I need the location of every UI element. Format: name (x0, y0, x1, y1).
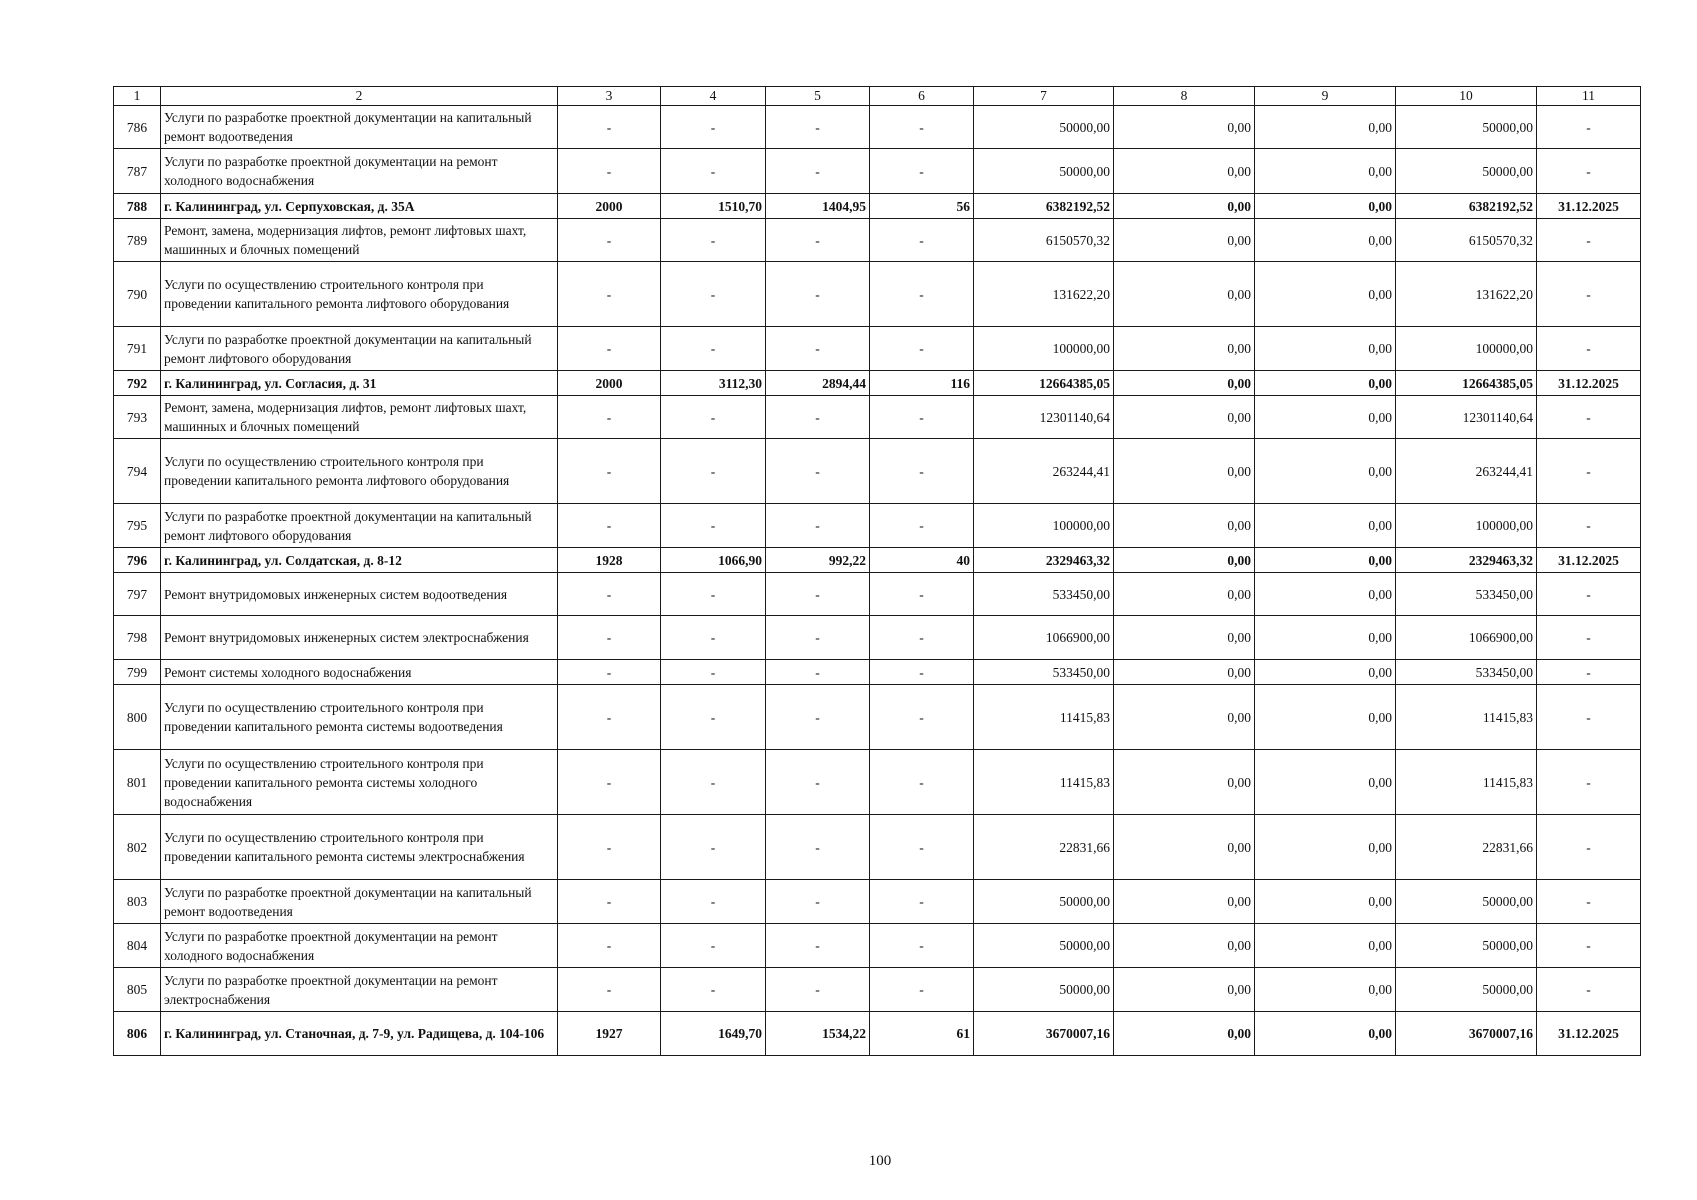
address-row (114, 1012, 1641, 1056)
cell-col-10: 6382192,52 (1396, 194, 1537, 219)
cell-col-6: - (870, 106, 974, 149)
cell-col-6: - (870, 327, 974, 371)
cell-col-5: - (766, 616, 870, 660)
cell-col-11: - (1537, 616, 1641, 660)
cell-col-8: 0,00 (1114, 219, 1255, 262)
cell-col-10: 3670007,16 (1396, 1012, 1537, 1056)
cell-col-9: 0,00 (1255, 968, 1396, 1012)
cell-col-5: - (766, 750, 870, 815)
cell-col-4: - (661, 439, 766, 504)
cell-col-3: - (558, 327, 661, 371)
cell-col-6: - (870, 573, 974, 616)
work-row (114, 660, 1641, 685)
cell-col-5: - (766, 106, 870, 149)
cell-col-4: - (661, 504, 766, 548)
cell-col-9: 0,00 (1255, 194, 1396, 219)
cell-col-9: 0,00 (1255, 880, 1396, 924)
cell-col-8: 0,00 (1114, 573, 1255, 616)
cell-col-6: 116 (870, 371, 974, 396)
cell-col-8: 0,00 (1114, 660, 1255, 685)
cell-col-3: - (558, 750, 661, 815)
cell-description: Услуги по осуществлению строительного контроля при проведении капитального ремонта лифтового оборудования (161, 262, 558, 327)
cell-col-10: 6150570,32 (1396, 219, 1537, 262)
cell-col-10: 11415,83 (1396, 750, 1537, 815)
cell-col-11: - (1537, 106, 1641, 149)
cell-col-10: 131622,20 (1396, 262, 1537, 327)
address-row (114, 371, 1641, 396)
cell-col-11: - (1537, 327, 1641, 371)
cell-col-7: 533450,00 (974, 573, 1114, 616)
cell-col-7: 100000,00 (974, 327, 1114, 371)
repair-schedule-table (113, 86, 1641, 1056)
cell-col-9: 0,00 (1255, 262, 1396, 327)
cell-col-11: - (1537, 880, 1641, 924)
cell-col-10: 533450,00 (1396, 660, 1537, 685)
header-col-10: 10 (1396, 87, 1537, 106)
cell-col-7: 50000,00 (974, 924, 1114, 968)
cell-col-5: 992,22 (766, 548, 870, 573)
cell-col-9: 0,00 (1255, 815, 1396, 880)
cell-col-10: 50000,00 (1396, 968, 1537, 1012)
cell-col-8: 0,00 (1114, 327, 1255, 371)
cell-col-10: 1066900,00 (1396, 616, 1537, 660)
cell-col-7: 50000,00 (974, 968, 1114, 1012)
cell-col-11: 31.12.2025 (1537, 194, 1641, 219)
work-row (114, 968, 1641, 1012)
cell-col-9: 0,00 (1255, 685, 1396, 750)
cell-col-6: 56 (870, 194, 974, 219)
cell-description: Ремонт, замена, модернизация лифтов, ремонт лифтовых шахт, машинных и блочных помещений (161, 396, 558, 439)
cell-col-5: - (766, 219, 870, 262)
cell-col-8: 0,00 (1114, 504, 1255, 548)
cell-col-3: - (558, 106, 661, 149)
cell-number: 786 (114, 106, 161, 149)
cell-col-4: 1510,70 (661, 194, 766, 219)
column-number-header (114, 87, 1641, 106)
work-row (114, 685, 1641, 750)
cell-col-4: 3112,30 (661, 371, 766, 396)
cell-number: 798 (114, 616, 161, 660)
cell-col-9: 0,00 (1255, 106, 1396, 149)
cell-number: 803 (114, 880, 161, 924)
cell-col-5: - (766, 262, 870, 327)
cell-col-7: 131622,20 (974, 262, 1114, 327)
cell-col-5: - (766, 439, 870, 504)
cell-col-3: 1928 (558, 548, 661, 573)
cell-number: 802 (114, 815, 161, 880)
work-row (114, 880, 1641, 924)
cell-col-10: 11415,83 (1396, 685, 1537, 750)
cell-description: Ремонт, замена, модернизация лифтов, ремонт лифтовых шахт, машинных и блочных помещений (161, 219, 558, 262)
cell-col-6: - (870, 439, 974, 504)
cell-description: Ремонт системы холодного водоснабжения (161, 660, 558, 685)
cell-col-5: - (766, 880, 870, 924)
header-col-4: 4 (661, 87, 766, 106)
cell-col-11: - (1537, 750, 1641, 815)
work-row (114, 815, 1641, 880)
cell-col-10: 50000,00 (1396, 149, 1537, 194)
cell-col-11: 31.12.2025 (1537, 548, 1641, 573)
cell-col-7: 263244,41 (974, 439, 1114, 504)
cell-description: Услуги по разработке проектной документации на капитальный ремонт лифтового оборудования (161, 327, 558, 371)
cell-col-4: - (661, 616, 766, 660)
cell-col-5: - (766, 573, 870, 616)
cell-description: Услуги по осуществлению строительного контроля при проведении капитального ремонта системы электроснабжения (161, 815, 558, 880)
cell-col-7: 11415,83 (974, 750, 1114, 815)
cell-col-7: 6382192,52 (974, 194, 1114, 219)
cell-col-8: 0,00 (1114, 149, 1255, 194)
cell-col-10: 50000,00 (1396, 106, 1537, 149)
cell-col-6: - (870, 968, 974, 1012)
cell-number: 800 (114, 685, 161, 750)
cell-col-9: 0,00 (1255, 660, 1396, 685)
cell-col-8: 0,00 (1114, 371, 1255, 396)
cell-col-6: - (870, 262, 974, 327)
work-row (114, 439, 1641, 504)
cell-col-3: 2000 (558, 371, 661, 396)
page-number: 100 (868, 1153, 892, 1169)
cell-col-6: - (870, 924, 974, 968)
work-row (114, 504, 1641, 548)
cell-col-8: 0,00 (1114, 815, 1255, 880)
cell-col-11: 31.12.2025 (1537, 1012, 1641, 1056)
cell-col-4: - (661, 106, 766, 149)
cell-col-10: 50000,00 (1396, 880, 1537, 924)
cell-col-11: - (1537, 968, 1641, 1012)
cell-col-11: - (1537, 504, 1641, 548)
cell-col-10: 2329463,32 (1396, 548, 1537, 573)
cell-col-3: - (558, 149, 661, 194)
cell-col-3: - (558, 660, 661, 685)
cell-col-6: - (870, 396, 974, 439)
cell-col-3: 2000 (558, 194, 661, 219)
cell-col-9: 0,00 (1255, 327, 1396, 371)
cell-col-10: 22831,66 (1396, 815, 1537, 880)
cell-col-9: 0,00 (1255, 573, 1396, 616)
cell-col-11: - (1537, 685, 1641, 750)
cell-col-6: - (870, 149, 974, 194)
cell-col-7: 50000,00 (974, 149, 1114, 194)
cell-col-6: - (870, 880, 974, 924)
cell-col-5: 1404,95 (766, 194, 870, 219)
cell-col-5: - (766, 924, 870, 968)
cell-number: 787 (114, 149, 161, 194)
cell-col-3: 1927 (558, 1012, 661, 1056)
cell-col-6: - (870, 815, 974, 880)
cell-col-4: - (661, 327, 766, 371)
cell-col-10: 50000,00 (1396, 924, 1537, 968)
cell-col-7: 22831,66 (974, 815, 1114, 880)
cell-col-4: - (661, 750, 766, 815)
cell-col-4: - (661, 660, 766, 685)
header-col-5: 5 (766, 87, 870, 106)
cell-col-11: - (1537, 396, 1641, 439)
cell-number: 801 (114, 750, 161, 815)
cell-col-3: - (558, 439, 661, 504)
cell-col-6: - (870, 685, 974, 750)
cell-col-8: 0,00 (1114, 924, 1255, 968)
header-col-2: 2 (161, 87, 558, 106)
cell-number: 794 (114, 439, 161, 504)
cell-col-7: 533450,00 (974, 660, 1114, 685)
work-row (114, 219, 1641, 262)
cell-col-5: - (766, 149, 870, 194)
cell-col-3: - (558, 880, 661, 924)
cell-description: г. Калининград, ул. Согласия, д. 31 (161, 371, 558, 396)
cell-description: Ремонт внутридомовых инженерных систем водоотведения (161, 573, 558, 616)
cell-description: Услуги по разработке проектной документации на ремонт электроснабжения (161, 968, 558, 1012)
cell-col-8: 0,00 (1114, 194, 1255, 219)
cell-col-4: - (661, 924, 766, 968)
cell-col-4: - (661, 396, 766, 439)
work-row (114, 262, 1641, 327)
cell-description: Услуги по разработке проектной документации на ремонт холодного водоснабжения (161, 149, 558, 194)
header-col-11: 11 (1537, 87, 1641, 106)
cell-col-7: 11415,83 (974, 685, 1114, 750)
cell-col-11: - (1537, 149, 1641, 194)
cell-description: Услуги по осуществлению строительного контроля при проведении капитального ремонта системы водоотведения (161, 685, 558, 750)
work-row (114, 750, 1641, 815)
cell-col-7: 12301140,64 (974, 396, 1114, 439)
cell-col-7: 12664385,05 (974, 371, 1114, 396)
cell-col-8: 0,00 (1114, 968, 1255, 1012)
cell-col-8: 0,00 (1114, 106, 1255, 149)
cell-col-9: 0,00 (1255, 371, 1396, 396)
cell-col-4: 1066,90 (661, 548, 766, 573)
cell-col-3: - (558, 815, 661, 880)
address-row (114, 548, 1641, 573)
cell-col-6: 61 (870, 1012, 974, 1056)
cell-col-7: 100000,00 (974, 504, 1114, 548)
cell-col-7: 50000,00 (974, 106, 1114, 149)
cell-col-7: 6150570,32 (974, 219, 1114, 262)
cell-col-3: - (558, 504, 661, 548)
cell-col-7: 3670007,16 (974, 1012, 1114, 1056)
cell-col-3: - (558, 219, 661, 262)
cell-number: 788 (114, 194, 161, 219)
cell-col-5: - (766, 660, 870, 685)
cell-col-9: 0,00 (1255, 149, 1396, 194)
cell-col-8: 0,00 (1114, 750, 1255, 815)
cell-col-3: - (558, 616, 661, 660)
cell-col-11: - (1537, 815, 1641, 880)
cell-col-9: 0,00 (1255, 924, 1396, 968)
cell-number: 799 (114, 660, 161, 685)
cell-col-7: 2329463,32 (974, 548, 1114, 573)
cell-col-4: - (661, 262, 766, 327)
cell-col-8: 0,00 (1114, 396, 1255, 439)
cell-col-10: 533450,00 (1396, 573, 1537, 616)
work-row (114, 573, 1641, 616)
cell-number: 793 (114, 396, 161, 439)
cell-col-10: 263244,41 (1396, 439, 1537, 504)
cell-col-5: - (766, 685, 870, 750)
cell-description: г. Калининград, ул. Солдатская, д. 8-12 (161, 548, 558, 573)
cell-col-8: 0,00 (1114, 548, 1255, 573)
cell-col-6: 40 (870, 548, 974, 573)
cell-col-6: - (870, 616, 974, 660)
cell-col-9: 0,00 (1255, 219, 1396, 262)
cell-col-5: - (766, 968, 870, 1012)
cell-description: Услуги по разработке проектной документации на капитальный ремонт водоотведения (161, 880, 558, 924)
cell-col-9: 0,00 (1255, 504, 1396, 548)
cell-col-7: 50000,00 (974, 880, 1114, 924)
cell-col-3: - (558, 685, 661, 750)
work-row (114, 924, 1641, 968)
cell-col-11: - (1537, 660, 1641, 685)
cell-col-4: - (661, 880, 766, 924)
cell-col-11: - (1537, 924, 1641, 968)
header-col-8: 8 (1114, 87, 1255, 106)
cell-col-3: - (558, 968, 661, 1012)
cell-number: 789 (114, 219, 161, 262)
cell-col-9: 0,00 (1255, 750, 1396, 815)
work-row (114, 396, 1641, 439)
cell-col-6: - (870, 660, 974, 685)
cell-description: г. Калининград, ул. Серпуховская, д. 35А (161, 194, 558, 219)
cell-col-4: 1649,70 (661, 1012, 766, 1056)
cell-col-8: 0,00 (1114, 616, 1255, 660)
cell-col-11: - (1537, 439, 1641, 504)
header-col-3: 3 (558, 87, 661, 106)
cell-number: 796 (114, 548, 161, 573)
cell-col-3: - (558, 396, 661, 439)
header-col-6: 6 (870, 87, 974, 106)
cell-number: 806 (114, 1012, 161, 1056)
cell-col-9: 0,00 (1255, 548, 1396, 573)
cell-number: 792 (114, 371, 161, 396)
cell-number: 804 (114, 924, 161, 968)
cell-description: Услуги по осуществлению строительного контроля при проведении капитального ремонта лифтового оборудования (161, 439, 558, 504)
cell-col-8: 0,00 (1114, 439, 1255, 504)
cell-col-6: - (870, 750, 974, 815)
cell-number: 797 (114, 573, 161, 616)
cell-col-5: - (766, 396, 870, 439)
cell-col-4: - (661, 149, 766, 194)
cell-col-6: - (870, 219, 974, 262)
cell-col-3: - (558, 262, 661, 327)
cell-col-11: - (1537, 219, 1641, 262)
cell-description: Услуги по осуществлению строительного контроля при проведении капитального ремонта системы холодного водоснабжения (161, 750, 558, 815)
work-row (114, 327, 1641, 371)
cell-col-8: 0,00 (1114, 685, 1255, 750)
cell-col-9: 0,00 (1255, 396, 1396, 439)
cell-description: Услуги по разработке проектной документации на капитальный ремонт лифтового оборудования (161, 504, 558, 548)
header-col-1: 1 (114, 87, 161, 106)
address-row (114, 194, 1641, 219)
cell-col-11: 31.12.2025 (1537, 371, 1641, 396)
cell-col-5: 2894,44 (766, 371, 870, 396)
cell-col-10: 100000,00 (1396, 327, 1537, 371)
cell-col-8: 0,00 (1114, 262, 1255, 327)
cell-col-11: - (1537, 262, 1641, 327)
cell-col-4: - (661, 219, 766, 262)
cell-description: Ремонт внутридомовых инженерных систем электроснабжения (161, 616, 558, 660)
cell-col-4: - (661, 573, 766, 616)
cell-number: 790 (114, 262, 161, 327)
cell-col-10: 12664385,05 (1396, 371, 1537, 396)
cell-number: 791 (114, 327, 161, 371)
cell-col-9: 0,00 (1255, 616, 1396, 660)
cell-col-11: - (1537, 573, 1641, 616)
cell-number: 805 (114, 968, 161, 1012)
header-col-7: 7 (974, 87, 1114, 106)
cell-col-4: - (661, 815, 766, 880)
cell-col-5: 1534,22 (766, 1012, 870, 1056)
work-row (114, 149, 1641, 194)
table-body (114, 87, 1641, 1056)
cell-col-3: - (558, 924, 661, 968)
header-col-9: 9 (1255, 87, 1396, 106)
cell-col-10: 12301140,64 (1396, 396, 1537, 439)
cell-col-8: 0,00 (1114, 880, 1255, 924)
cell-col-4: - (661, 685, 766, 750)
cell-col-5: - (766, 327, 870, 371)
cell-col-6: - (870, 504, 974, 548)
cell-col-5: - (766, 504, 870, 548)
cell-description: Услуги по разработке проектной документации на капитальный ремонт водоотведения (161, 106, 558, 149)
cell-col-8: 0,00 (1114, 1012, 1255, 1056)
cell-col-9: 0,00 (1255, 1012, 1396, 1056)
cell-col-9: 0,00 (1255, 439, 1396, 504)
cell-number: 795 (114, 504, 161, 548)
cell-col-3: - (558, 573, 661, 616)
cell-col-10: 100000,00 (1396, 504, 1537, 548)
cell-col-7: 1066900,00 (974, 616, 1114, 660)
cell-col-4: - (661, 968, 766, 1012)
work-row (114, 106, 1641, 149)
work-row (114, 616, 1641, 660)
cell-description: г. Калининград, ул. Станочная, д. 7-9, ул. Радищева, д. 104-106 (161, 1012, 558, 1056)
cell-description: Услуги по разработке проектной документации на ремонт холодного водоснабжения (161, 924, 558, 968)
cell-col-5: - (766, 815, 870, 880)
